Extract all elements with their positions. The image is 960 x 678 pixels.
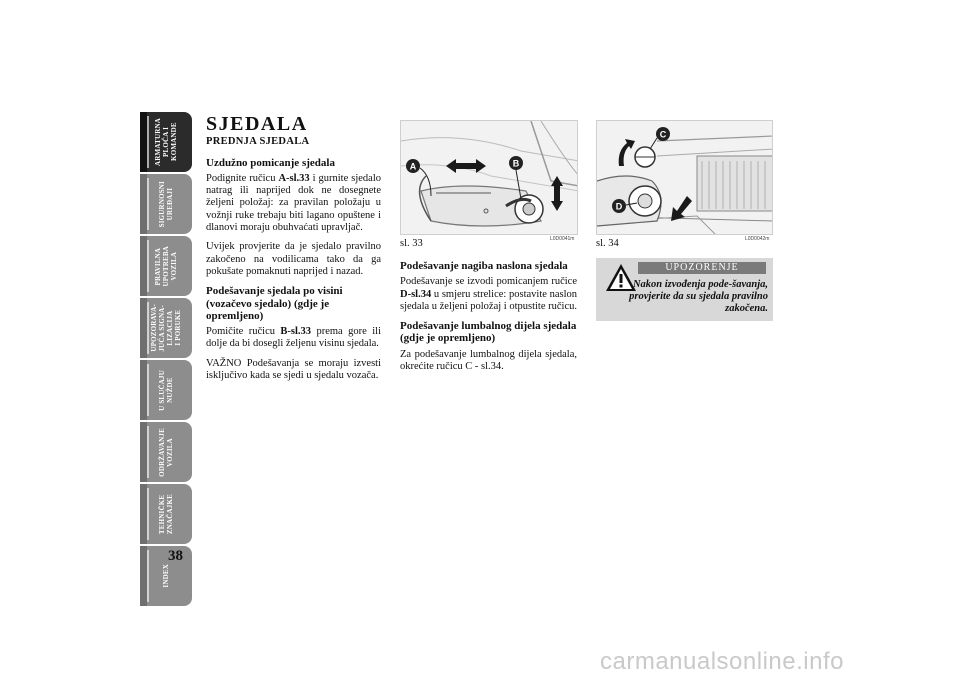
figure-code-34: L0D0042m	[745, 236, 770, 242]
section-heading: PREDNJA SJEDALA	[206, 136, 310, 148]
tab-label: ARMATURNA PLOČA I KOMANDE	[154, 118, 178, 166]
column-middle	[400, 260, 577, 380]
tab-label: UPOZORAVA- JUĆA SIGNA- LIZACIJA I PORUKE	[150, 304, 182, 352]
subheading-lumbar: Podešavanje lumbalnog dijela sjedala (gdje je opremljeno)	[400, 320, 577, 345]
paragraph-longitudinal-1	[206, 173, 381, 234]
tab-pravilna-upotreba[interactable]	[140, 236, 192, 296]
figure-label-c: C	[659, 129, 667, 140]
figure-seat-recline	[596, 120, 773, 235]
paragraph-height-1	[206, 326, 381, 351]
figure-caption-33: sl. 33	[400, 238, 423, 249]
figure-label-d: D	[615, 201, 623, 212]
text: Pomičite ručicu	[206, 326, 281, 338]
figure-label-b: B	[512, 158, 520, 169]
column-left	[206, 113, 381, 389]
tab-odrzavanje-vozila[interactable]	[140, 422, 192, 482]
figure-label-a: A	[409, 161, 417, 172]
figure-reference: B-sl.33	[280, 326, 312, 338]
tab-upozoravajuca-signalizacija[interactable]	[140, 298, 192, 358]
figure-caption-34: sl. 34	[596, 238, 619, 249]
figure-code-33: L0D0041m	[550, 236, 575, 242]
paragraph-longitudinal-2: Uvijek provjerite da je sjedalo pravilno zakočeno na vodilicama tako da ga pokušate pomaknuti naprijed i nazad.	[206, 241, 381, 277]
tab-armaturna-ploca[interactable]	[140, 112, 192, 172]
figure-reference: A-sl.33	[278, 172, 310, 184]
seat-recline-illustration	[597, 121, 773, 235]
tab-tehnicke-znacajke[interactable]	[140, 484, 192, 544]
tab-label: ODRŽAVANJE VOZILA	[158, 427, 174, 477]
paragraph-tilt	[400, 276, 577, 313]
text: i gurnite sjedalo natrag ili naprijed dok ne dosegnete željeni položaj: za pravilan položaju u vožnji ruke trebaju biti lagano opuštene i dlanovi moraju obuhvaćati upravljač.	[206, 172, 381, 234]
page-number: 38	[168, 548, 183, 564]
figure-seat-side	[400, 120, 578, 235]
page-title: SJEDALA	[206, 113, 308, 135]
text: Podešavanje se izvodi pomicanjem ručice	[400, 276, 577, 288]
tab-index[interactable]	[140, 546, 192, 606]
subheading-tilt: Podešavanje nagiba naslona sjedala	[400, 260, 568, 272]
subheading-longitudinal: Uzdužno pomicanje sjedala	[206, 156, 335, 169]
warning-box	[596, 258, 773, 321]
paragraph-lumbar: Za podešavanje lumbalnog dijela sjedala, okrećite ručicu C - sl.34.	[400, 348, 577, 373]
warning-title: UPOZORENJE	[638, 262, 766, 274]
tab-label: PRAVILNA UPOTREBA VOZILA	[154, 245, 178, 287]
text: Podignite ručicu	[206, 172, 279, 184]
sidebar-tabs	[140, 112, 192, 608]
tab-label: U SLUČAJU NUŽDE	[158, 369, 174, 411]
seat-side-illustration	[401, 121, 578, 235]
tab-sigurnosni-uredaji[interactable]	[140, 174, 192, 234]
text: prema gore ili dolje da bi dosegli željenu visinu sjedala.	[206, 326, 381, 350]
tab-label: INDEX	[162, 564, 170, 588]
tab-label: TEHNIČKE ZNAČAJKE	[158, 493, 174, 535]
tab-label: SIGURNOSNI UREĐAJI	[158, 180, 174, 228]
warning-text: Nakon izvođenja pode-šavanja, provjerite da su sjedala pravilno zakočena.	[629, 279, 768, 314]
tab-u-slucaju-nuzde[interactable]	[140, 360, 192, 420]
watermark: carmanualsonline.info	[600, 648, 844, 675]
figure-reference: D-sl.34	[400, 288, 432, 300]
paragraph-height-2: VAŽNO Podešavanja se moraju izvesti isključivo kada se sjedi u sjedalu vozača.	[206, 357, 381, 382]
text: u smjeru strelice: postavite naslon sjedala u željeni položaj i otpustite ručicu.	[400, 288, 577, 312]
subheading-height: Podešavanje sjedala po visini (vozačevo sjedalo) (gdje je opremljeno)	[206, 285, 343, 322]
